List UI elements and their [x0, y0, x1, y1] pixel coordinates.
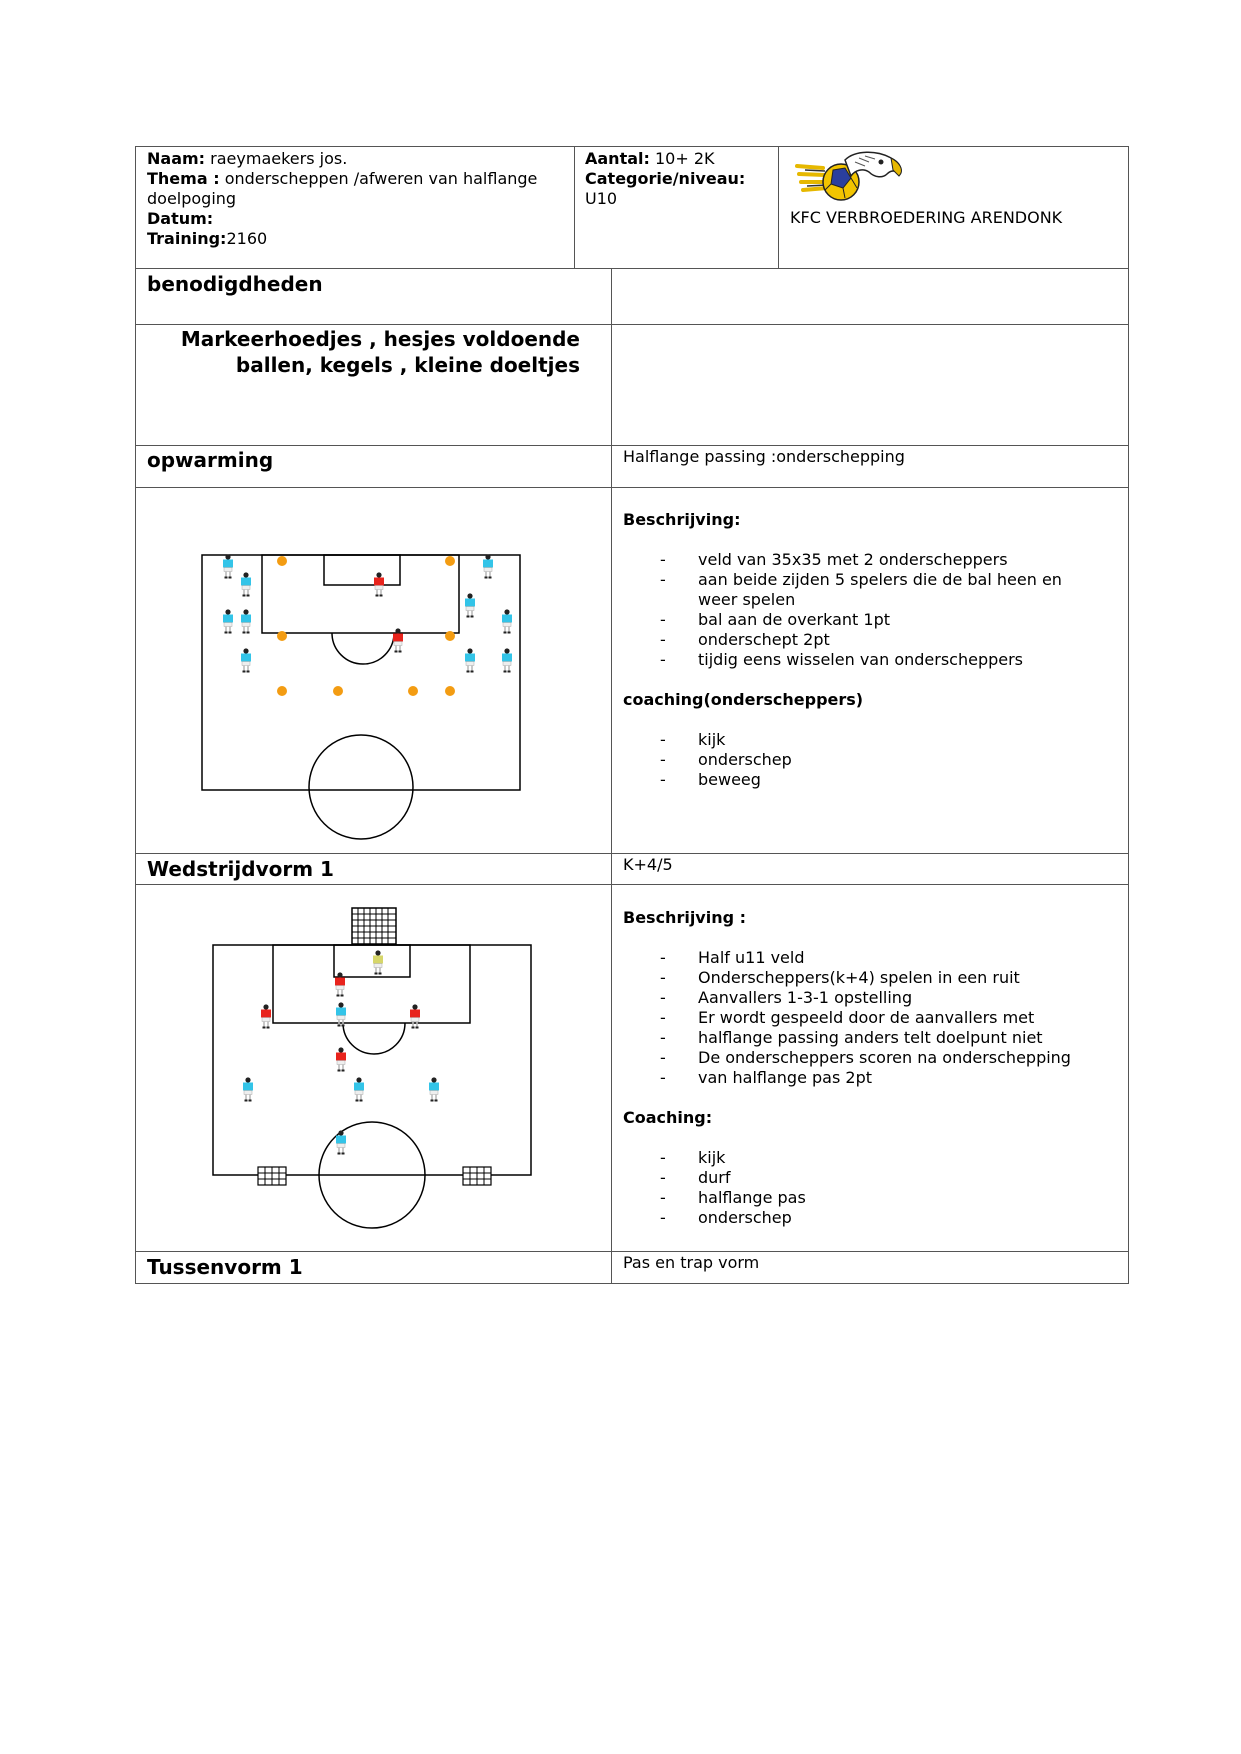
players — [223, 554, 512, 672]
list-item: - van halflange pas 2pt — [623, 1068, 1071, 1088]
wedstrijdvorm-coaching-list — [623, 1148, 806, 1228]
cone — [277, 631, 287, 641]
defender-player — [393, 628, 403, 652]
attacker-player — [241, 648, 251, 672]
aantal-label: Aantal: — [585, 149, 650, 168]
attacker-player — [241, 572, 251, 596]
attacker-player — [465, 648, 475, 672]
cone — [445, 631, 455, 641]
wedstrijdvorm-coaching-label: Coaching: — [623, 1108, 713, 1127]
thema-value-cont: doelpoging — [147, 189, 237, 208]
attacker-player — [354, 1077, 364, 1101]
attacker-player — [223, 609, 233, 633]
categorie-value: U10 — [585, 189, 618, 208]
opwarming-coaching-label: coaching(onderscheppers) — [623, 690, 864, 709]
defender-player — [261, 1004, 271, 1028]
club-name: KFC VERBROEDERING ARENDONK — [790, 208, 1063, 227]
attacker-player — [223, 554, 233, 578]
list-item: - Aanvallers 1-3-1 opstelling — [623, 988, 1071, 1008]
cones — [277, 556, 455, 696]
penalty-arc — [343, 1023, 405, 1054]
penalty-box — [262, 555, 459, 633]
goalkeeper-player — [373, 950, 383, 974]
list-item: - veld van 35x35 met 2 onderscheppers — [623, 550, 1062, 570]
attacker-player — [502, 609, 512, 633]
benodigdheden-items-line2: ballen, kegels , kleine doeltjes — [235, 353, 580, 377]
goal-box — [334, 945, 410, 977]
list-item: - Onderscheppers(k+4) spelen in een ruit — [623, 968, 1071, 988]
benodigdheden-items-line1: Markeerhoedjes , hesjes voldoende — [180, 327, 580, 351]
list-item: - halflange pas — [623, 1188, 806, 1208]
list-item: - tijdig eens wisselen van onderscheppers — [623, 650, 1062, 670]
naam-label: Naam: — [147, 149, 206, 168]
opwarming-heading: opwarming — [147, 448, 274, 472]
cone — [277, 686, 287, 696]
cone — [445, 686, 455, 696]
datum-label: Datum: — [147, 209, 214, 228]
penalty-box — [273, 945, 470, 1023]
opwarming-subtitle: Halflange passing :onderschepping — [623, 447, 905, 466]
list-item: - aan beide zijden 5 spelers die de bal heen en — [623, 570, 1062, 590]
list-item: - halflange passing anders telt doelpunt niet — [623, 1028, 1071, 1048]
list-item: - kijk — [623, 1148, 806, 1168]
cone — [445, 556, 455, 566]
cone — [408, 686, 418, 696]
list-item: - onderschep — [623, 1208, 806, 1228]
defender-player — [410, 1004, 420, 1028]
list-item: - kijk — [623, 730, 792, 750]
list-item: - Er wordt gespeeld door de aanvallers met — [623, 1008, 1071, 1028]
small-goal-right — [463, 1167, 491, 1185]
defender-player — [335, 972, 345, 996]
wedstrijdvorm-heading: Wedstrijdvorm 1 — [147, 857, 334, 881]
training-value: 2160 — [226, 229, 268, 248]
aantal-value: 10+ 2K — [655, 149, 715, 168]
thema-value: onderscheppen /afweren van halflange — [224, 169, 538, 188]
wedstrijdvorm-beschrijving-label: Beschrijving : — [623, 908, 747, 927]
field-outline — [213, 945, 531, 1175]
goal-box — [324, 555, 400, 585]
top-goal — [352, 908, 396, 944]
opwarming-beschrijving-list — [623, 550, 1062, 670]
opwarming-beschrijving-label: Beschrijving: — [623, 510, 741, 529]
tussenvorm-subtitle: Pas en trap vorm — [623, 1253, 760, 1272]
training-label: Training: — [147, 229, 227, 248]
defender-player — [336, 1047, 346, 1071]
list-item: - De onderscheppers scoren na onderschepping — [623, 1048, 1071, 1068]
list-item: - onderschep — [623, 750, 792, 770]
opwarming-field-diagram — [140, 540, 600, 840]
naam-value: raeymaekers jos. — [210, 149, 348, 168]
cone — [333, 686, 343, 696]
tussenvorm-heading: Tussenvorm 1 — [147, 1255, 303, 1279]
attacker-player — [429, 1077, 439, 1101]
categorie-label: Categorie/niveau: — [585, 169, 746, 188]
center-circle — [309, 735, 413, 839]
list-item: weer spelen — [698, 590, 796, 609]
benodigdheden-heading: benodigdheden — [147, 272, 323, 296]
list-item: - Half u11 veld — [623, 948, 1071, 968]
attacker-player — [483, 554, 493, 578]
attacker-player — [465, 593, 475, 617]
defender-player — [374, 572, 384, 596]
cone — [277, 556, 287, 566]
opwarming-coaching-list — [623, 730, 792, 790]
small-goal-left — [258, 1167, 286, 1185]
list-item: - onderschept 2pt — [623, 630, 1062, 650]
list-item: - bal aan de overkant 1pt — [623, 610, 1062, 630]
attacker-player — [502, 648, 512, 672]
club-logo — [795, 148, 905, 208]
wedstrijdvorm-field-diagram — [140, 905, 600, 1245]
list-item: - beweeg — [623, 770, 792, 790]
penalty-arc — [332, 633, 394, 664]
attacker-player — [241, 609, 251, 633]
attacker-player — [243, 1077, 253, 1101]
wedstrijdvorm-subtitle: K+4/5 — [623, 855, 673, 874]
wedstrijdvorm-beschrijving-list — [623, 948, 1071, 1088]
list-item: - durf — [623, 1168, 806, 1188]
thema-label: Thema : — [147, 169, 220, 188]
